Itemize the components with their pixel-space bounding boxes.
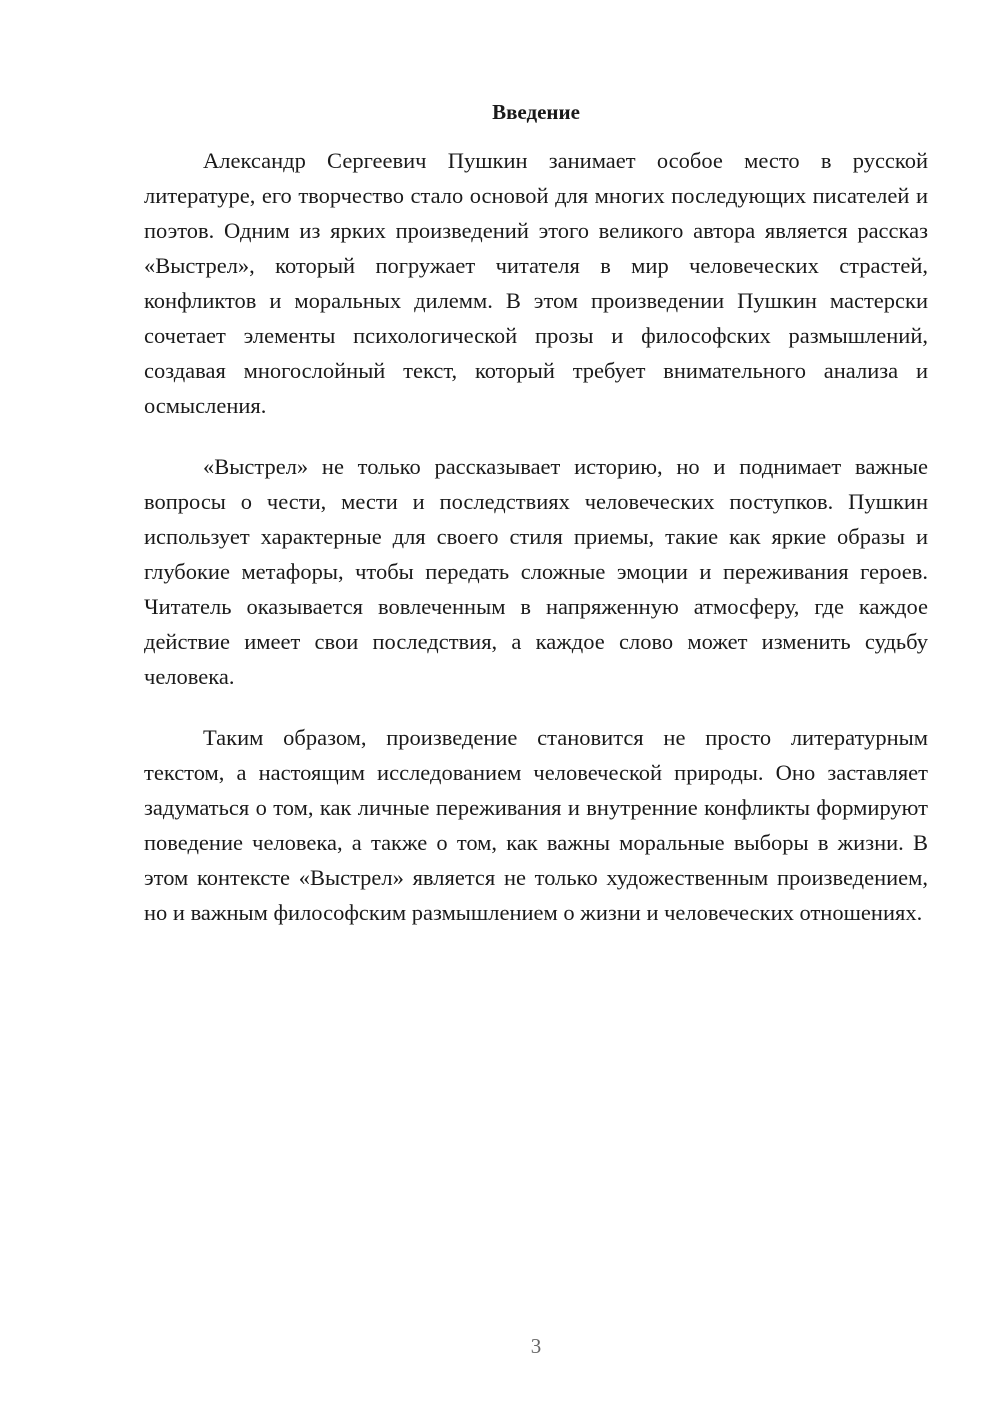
body-text (144, 143, 928, 956)
section-title: Введение (492, 100, 580, 124)
page-number: 3 (530, 1334, 542, 1358)
paragraph-3: Таким образом, произведение становится не просто литературным текстом, а настоящим исследованием человеческой природы. Оно заставляет задуматься о том, как личные переживания и внутренние конфликты формируют поведение человека, а также о том, как важны моральные выборы в жизни. В этом контексте «Выстрел» является не только художественным произведением, но и важным философским размышлением о жизни и человеческих отношениях. (144, 725, 928, 925)
paragraph-2: «Выстрел» не только рассказывает историю, но и поднимает важные вопросы о чести, мести и последствиях человеческих поступков. Пушкин использует характерные для своего стиля приемы, такие как яркие образы и глубокие метафоры, чтобы передать сложные эмоции и переживания героев. Читатель оказывается вовлеченным в напряженную атмосферу, где каждое действие имеет свои последствия, а каждое слово может изменить судьбу человека. (144, 454, 928, 689)
paragraph-1: Александр Сергеевич Пушкин занимает особое место в русской литературе, его творчество стало основой для многих последующих писателей и поэтов. Одним из ярких произведений этого великого автора является рассказ «Выстрел», который погружает читателя в мир человеческих страстей, конфликтов и моральных дилемм. В этом произведении Пушкин мастерски сочетает элементы психологической прозы и философских размышлений, создавая многослойный текст, который требует внимательного анализа и осмысления. (144, 148, 928, 418)
